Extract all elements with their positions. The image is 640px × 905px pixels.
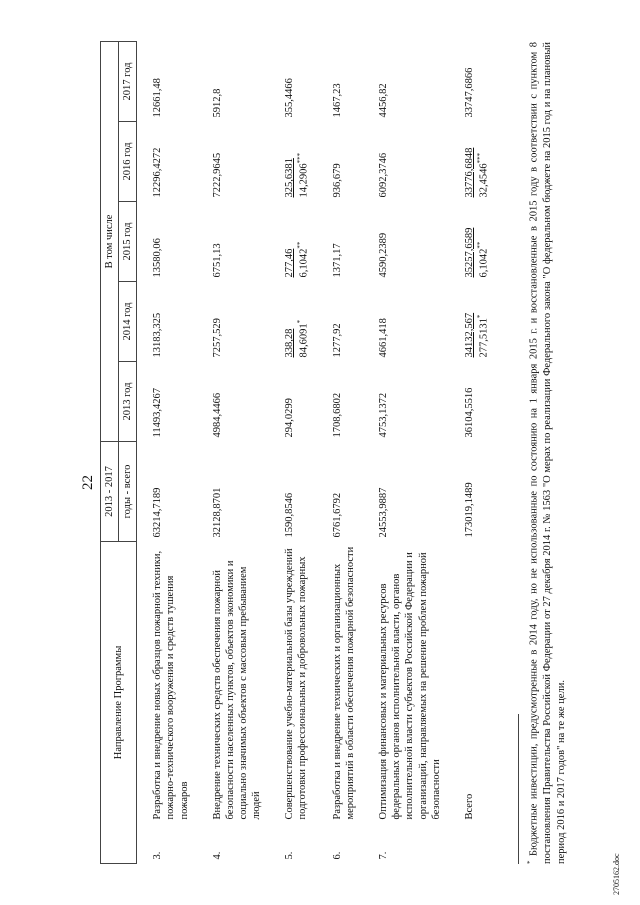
- table-row: [197, 41, 270, 863]
- value-restored-number: 6,1042: [478, 248, 490, 278]
- cell-total: 63214,7189: [152, 487, 164, 538]
- footnote-mark: ***: [475, 152, 484, 164]
- cell-2017: 5912,8: [211, 88, 223, 118]
- row-name: Разработка и внедрение новых образцов пожарной техники, пожарно-технического вооружения и средств тушения пожаров: [152, 550, 190, 820]
- value-restored-number: 277,5131: [478, 318, 490, 358]
- cell-2016: 7222,9645: [211, 152, 223, 198]
- table-row: [317, 41, 363, 863]
- cell-2015: [449, 202, 497, 282]
- cell-total: 173019,1489: [463, 482, 475, 538]
- value-restored: [296, 153, 311, 198]
- value-restored: [476, 313, 491, 358]
- row-name: Внедрение технических средств обеспечения пожарной безопасности населенных пунктов, объектов экономики и социально значимых объектов с массовым пребыванием людей: [211, 560, 262, 820]
- header-year-2016: 2016 год: [119, 122, 137, 202]
- page-number: 22: [80, 475, 96, 490]
- cell-2015: 4590,2389: [378, 232, 390, 278]
- table-row: [137, 41, 197, 863]
- split-value: [463, 148, 491, 198]
- cell-2013: 294,0299: [284, 398, 296, 438]
- row-name: Всего: [463, 793, 475, 820]
- cell-2017: 33747,6866: [463, 67, 475, 118]
- header-direction: Направление Программы: [101, 542, 137, 864]
- cell-2014: 13183,325: [152, 312, 164, 358]
- split-value: [283, 320, 311, 358]
- table-row: [363, 41, 449, 863]
- row-number: 4.: [211, 851, 223, 860]
- cell-2013: 1708,6802: [331, 392, 343, 438]
- cell-2014: 4661,418: [378, 318, 390, 358]
- value-restored: [476, 148, 491, 198]
- value-main: 35257,6589: [463, 227, 475, 278]
- value-restored-number: 84,6091: [298, 323, 310, 358]
- header-total-line2: годы - всего: [119, 442, 137, 542]
- value-restored: [296, 320, 311, 358]
- footnote-separator: [518, 714, 519, 864]
- program-table: [100, 41, 497, 864]
- row-name: Оптимизация финансовых и материальных ресурсов федеральных органов исполнительной власти, органов исполнительной власти субъектов Российской Федерации и организаций, направляемых на решение проблем пожарной безопасности: [378, 552, 442, 820]
- split-value: [283, 153, 311, 198]
- cell-2014: 7257,529: [211, 318, 223, 358]
- split-value: [283, 242, 311, 278]
- footnote-text: Бюджетные инвестиции, предусмотренные в 2014 году, но не использованные по состоянию на 1 января 2015 г. и восстановленные в 2015 году в соответствии с пунктом 8 постановления Правительства Российской Федерации от 27 декабря 2014 г. № 1563 "О мерах по реализации Федерального закона "О федеральном бюджете на 2015 год и на плановый период 2016 и 2017 годов" на те же цели.: [528, 42, 567, 864]
- document-id: 2705162.doc: [612, 853, 621, 895]
- footnote-mark: ***: [296, 152, 305, 164]
- footnote-mark: **: [475, 241, 484, 249]
- row-number: 3.: [152, 851, 164, 860]
- footnote-mark: *: [526, 860, 534, 864]
- value-restored-number: 14,2906: [298, 163, 310, 198]
- split-value: [463, 228, 491, 278]
- cell-2015: [269, 202, 317, 282]
- cell-2013: 36104,5516: [463, 387, 475, 438]
- table-row: [269, 41, 317, 863]
- header-year-2017: 2017 год: [119, 41, 137, 121]
- cell-2016: 6092,3746: [378, 152, 390, 198]
- row-name: Разработка и внедрение технических и организационных мероприятий в области обеспечения пожарной безопасности: [331, 546, 356, 820]
- cell-2017: 12661,48: [152, 78, 164, 118]
- value-main: 325,6381: [284, 158, 296, 198]
- header-year-2015: 2015 год: [119, 202, 137, 282]
- cell-2013: 11493,4267: [152, 388, 164, 438]
- table-row-total: [449, 41, 497, 863]
- cell-total: 1590,8546: [284, 492, 296, 538]
- cell-total: 24553,9887: [378, 487, 390, 538]
- cell-2017: 4456,82: [378, 83, 390, 118]
- row-number: 5.: [284, 851, 296, 860]
- footnote: [526, 42, 568, 864]
- cell-2013: 4753,1372: [378, 392, 390, 438]
- footnote-mark: **: [296, 241, 305, 249]
- split-value: [463, 313, 491, 358]
- cell-2015: 13580,06: [152, 238, 164, 278]
- cell-2014: [269, 282, 317, 362]
- value-main: 338,28: [284, 328, 296, 358]
- cell-2014: [449, 282, 497, 362]
- value-restored-number: 32,4546: [478, 163, 490, 198]
- row-name: Совершенствование учебно-материальной базы учреждений подготовки профессиональных и добровольных пожарных: [284, 548, 309, 820]
- cell-2015: 6751,13: [211, 243, 223, 278]
- cell-2015: 1371,17: [331, 243, 343, 278]
- cell-2016: 12296,4272: [152, 147, 164, 198]
- cell-2013: 4984,4466: [211, 392, 223, 438]
- cell-2016: [449, 122, 497, 202]
- value-main: 34132,567: [463, 312, 475, 358]
- cell-total: 6761,6792: [331, 492, 343, 538]
- cell-2014: 1277,92: [331, 323, 343, 358]
- value-main: 33776,6848: [463, 147, 475, 198]
- value-restored: [296, 242, 311, 278]
- row-number: 6.: [331, 851, 343, 860]
- header-including: В том числе: [101, 41, 119, 441]
- footnote-mark: *: [475, 314, 484, 319]
- footnote-mark: *: [296, 319, 305, 324]
- value-restored-number: 6,1042: [298, 248, 310, 278]
- header-year-2013: 2013 год: [119, 362, 137, 442]
- cell-2017: 355,4466: [284, 78, 296, 118]
- header-total: [101, 442, 119, 542]
- cell-2016: 936,679: [331, 163, 343, 198]
- value-restored: [476, 228, 491, 278]
- cell-total: 32128,8701: [211, 487, 223, 538]
- row-number: 7.: [378, 851, 390, 860]
- header-year-2014: 2014 год: [119, 282, 137, 362]
- header-total-line1: 2013 - 2017: [104, 466, 115, 517]
- row-number-empty: [449, 824, 497, 864]
- cell-2016: [269, 122, 317, 202]
- cell-2017: 1467,23: [331, 83, 343, 118]
- value-main: 277,46: [284, 248, 296, 278]
